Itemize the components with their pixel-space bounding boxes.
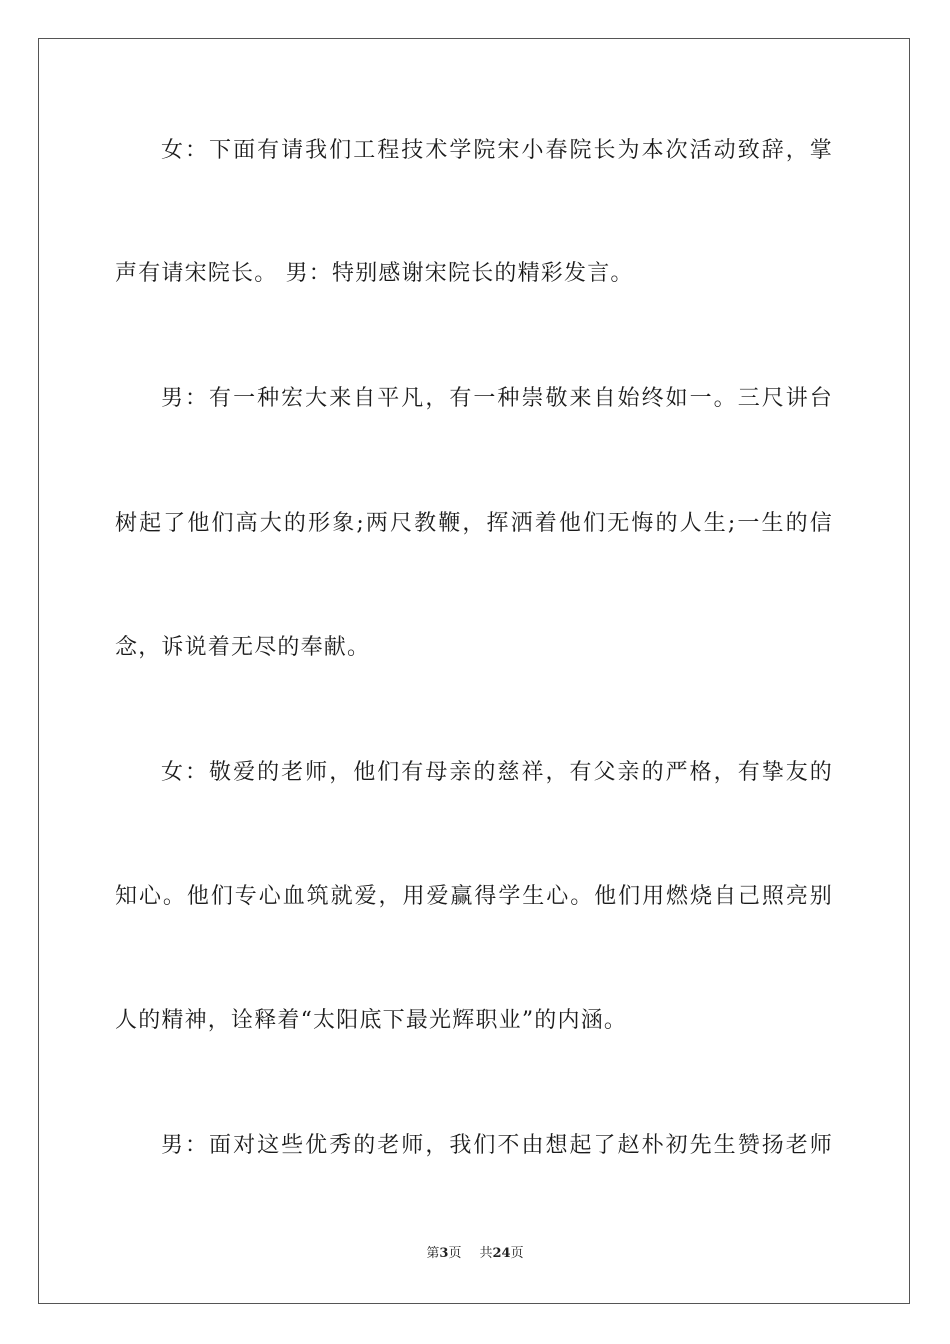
text-line-9: 男：面对这些优秀的老师，我们不由想起了赵朴初先生赞扬老师	[161, 1133, 833, 1158]
text-line-5: 念，诉说着无尽的奉献。	[115, 635, 371, 660]
text-line-7: 知心。他们专心血筑就爱，用爱赢得学生心。他们用燃烧自己照亮别	[115, 884, 833, 909]
text-line-4: 树起了他们高大的形象;两尺教鞭，挥洒着他们无悔的人生;一生的信	[115, 511, 833, 536]
page-number: 3	[439, 1246, 449, 1261]
page-border	[38, 38, 910, 1304]
text-line-6: 女：敬爱的老师，他们有母亲的慈祥，有父亲的严格，有挚友的	[161, 760, 833, 785]
total-prefix: 共	[479, 1246, 493, 1261]
total-suffix: 页	[510, 1246, 524, 1261]
page-indicator	[426, 1246, 461, 1261]
text-line-2: 声有请宋院长。 男：特别感谢宋院长的精彩发言。	[115, 261, 634, 286]
page-prefix: 第	[426, 1246, 440, 1261]
total-pages-indicator	[479, 1246, 523, 1261]
text-line-1: 女：下面有请我们工程技术学院宋小春院长为本次活动致辞，掌	[161, 138, 833, 163]
page-footer	[0, 1245, 950, 1263]
page-suffix: 页	[448, 1246, 462, 1261]
text-line-8: 人的精神，诠释着“太阳底下最光辉职业”的内涵。	[115, 1008, 628, 1033]
total-pages-number: 24	[492, 1246, 511, 1261]
text-line-3: 男：有一种宏大来自平凡，有一种崇敬来自始终如一。三尺讲台	[161, 386, 833, 411]
